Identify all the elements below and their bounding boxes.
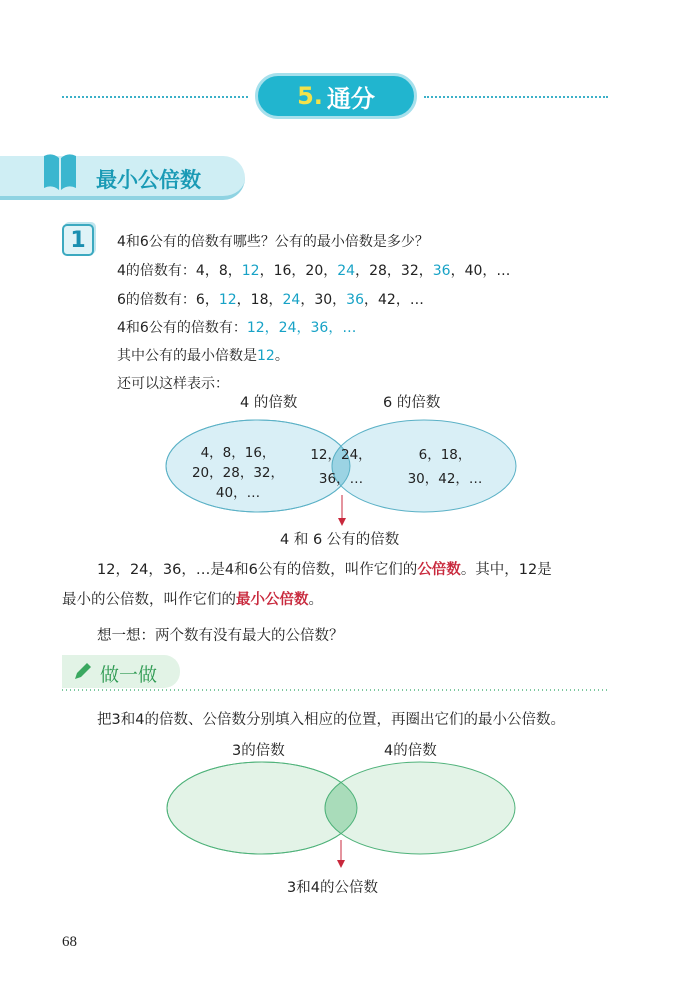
term-least-common-multiple: 最小公倍数 — [236, 592, 309, 608]
multiple-value: 24 — [278, 320, 297, 336]
venn1-common-items: 12，24， 36，… — [310, 447, 372, 487]
multiple-value: 18 — [250, 292, 269, 308]
multiple-value: 36 — [432, 263, 451, 279]
multiple-value: 28 — [369, 263, 387, 279]
venn2-right-label: 4的倍数 — [384, 743, 437, 759]
venn1-right-label: 6 的倍数 — [383, 395, 441, 411]
list: 6，12，18，24，30，36，42，… — [195, 292, 424, 308]
multiple-value: 6 — [195, 292, 205, 308]
multiple-value: 24 — [282, 292, 301, 308]
venn1-left-items: 4，8，16， 20，28，32， 40，… — [191, 445, 285, 501]
multiple-value: 12 — [218, 292, 237, 308]
multiple-value: 40 — [464, 263, 483, 279]
multiple-value: … — [496, 263, 511, 279]
chapter-number: 5. — [297, 82, 323, 110]
venn2-common-label: 3和4的公倍数 — [287, 880, 378, 896]
pencil-icon — [72, 660, 94, 682]
multiple-value: 24 — [337, 263, 356, 279]
venn2-left-label: 3的倍数 — [232, 743, 285, 759]
also-text: 还可以这样表示： — [117, 376, 229, 392]
multiple-value: … — [342, 320, 357, 336]
text: 其中公有的最小倍数是 — [117, 348, 257, 364]
multiple-value: … — [409, 292, 424, 308]
multiple-value: 32 — [400, 263, 419, 279]
explanation-line1: 12，24，36，…是4和6公有的倍数，叫作它们的公倍数。其中，12是 — [97, 562, 552, 578]
label: 6的倍数有： — [117, 292, 196, 308]
exercise-instruction: 把3和4的倍数、公倍数分别填入相应的位置，再圈出它们的最小公倍数。 — [97, 712, 565, 728]
page-number: 68 — [62, 934, 77, 950]
multiple-value: 36 — [310, 320, 329, 336]
venn1-left-label: 4 的倍数 — [240, 395, 298, 411]
question: 4和6公有的倍数有哪些？公有的最小倍数是多少？ — [117, 234, 429, 250]
list: 4，8，12，16，20，24，28，32，36，40，… — [195, 263, 511, 279]
label: 4和6公有的倍数有： — [117, 320, 247, 336]
chapter-name: 通分 — [326, 84, 375, 113]
value: 12 — [257, 348, 275, 364]
label: 4的倍数有： — [117, 263, 196, 279]
section-title: 最小公倍数 — [96, 168, 201, 192]
explanation-line2: 最小的公倍数，叫作它们的最小公倍数。 — [62, 592, 323, 608]
venn1-common-label: 4 和 6 公有的倍数 — [280, 532, 400, 548]
multiple-value: 12 — [246, 320, 265, 336]
list: 12，24，36，… — [246, 320, 357, 336]
venn1-right-items: 6，18， 30，42，… — [407, 447, 483, 487]
term-common-multiple: 公倍数 — [417, 562, 461, 578]
multiple-value: 8 — [218, 263, 228, 279]
exercise-title: 做一做 — [100, 664, 158, 686]
multiple-value: 16 — [273, 263, 292, 279]
think-question: 想一想：两个数有没有最大的公倍数？ — [97, 628, 344, 644]
multiple-value: 20 — [305, 263, 324, 279]
multiple-value: 42 — [377, 292, 396, 308]
multiple-value: 4 — [195, 263, 205, 279]
multiple-value: 12 — [241, 263, 260, 279]
text: 。 — [274, 348, 289, 364]
example-number-badge: 1 — [62, 224, 94, 256]
multiple-value: 30 — [314, 292, 333, 308]
multiple-value: 36 — [346, 292, 364, 308]
